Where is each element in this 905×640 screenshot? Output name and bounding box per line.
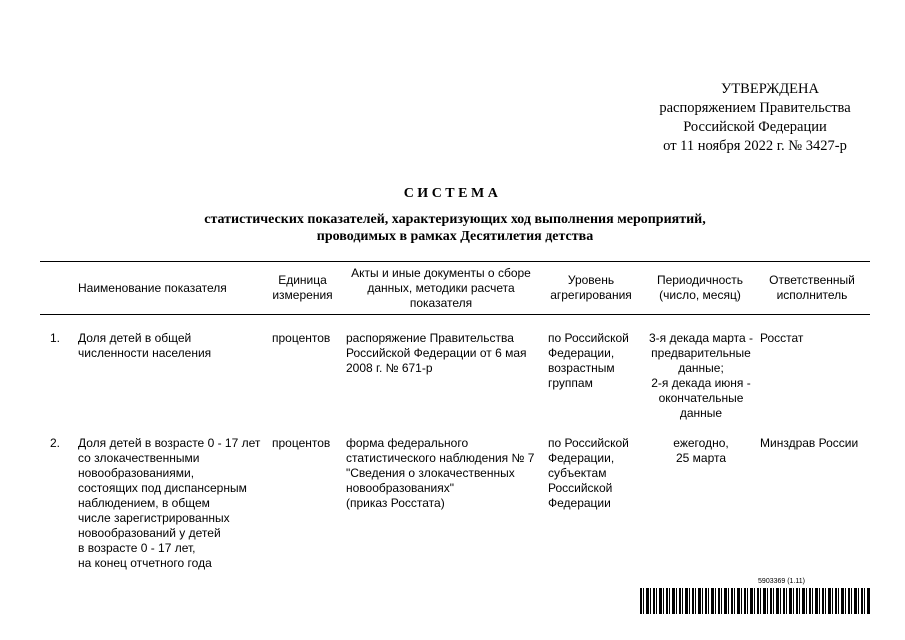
indicator-executor: Минздрав России [760, 436, 859, 450]
indicator-name: Доля детей в возрасте 0 - 17 лет со злокачественными новообразованиями, состоящих под диспансерным наблюдением, в общем числе зарегистрированных новообразований у детей в возрасте 0 - 17 лет, на конец отчетного года [78, 436, 261, 570]
approval-date: от 11 ноября 2022 г. № 3427-р [663, 138, 847, 154]
table-header [40, 262, 870, 315]
indicator-name: Доля детей в общей численности населения [78, 331, 212, 360]
barcode-icon [640, 588, 870, 614]
indicator-level: по Российской Федерации, возрастным группам [548, 331, 629, 390]
indicator-acts: форма федерального статистического наблюдения № 7 "Сведения о злокачественных новообразованиях" (приказ Росстата) [346, 436, 535, 510]
subtitle-line: проводимых в рамках Десятилетия детства [316, 229, 594, 244]
table-row [40, 436, 870, 576]
header-unit: Единица измерения [272, 273, 333, 302]
indicator-unit: процентов [272, 331, 331, 345]
indicator-acts: распоряжение Правительства Российской Федерации от 6 мая 2008 г. № 671-р [346, 331, 527, 375]
approval-block [640, 80, 870, 156]
header-indicator-name: Наименование показателя [78, 280, 227, 295]
approval-line: распоряжением Правительства [659, 100, 851, 116]
document-title: СИСТЕМА [403, 186, 502, 201]
subtitle-line: статистических показателей, характеризующих ход выполнения мероприятий, [204, 212, 706, 227]
barcode-number: 5903369 (1.11) [758, 578, 805, 585]
indicators-table [40, 261, 870, 576]
indicator-periodicity: 3-я декада марта - предварительные данные; 2-я декада июня - окончательные данные [648, 331, 754, 420]
approval-line: Российской Федерации [683, 119, 827, 135]
document-subtitle [40, 211, 870, 245]
header-level: Уровень агрегирования [550, 273, 632, 302]
header-executor: Ответственный исполнитель [769, 273, 855, 302]
header-periodicity: Периодичность (число, месяц) [656, 273, 744, 302]
indicator-unit: процентов [272, 436, 331, 450]
table-row [40, 331, 870, 436]
indicator-executor: Росстат [760, 331, 804, 345]
indicator-level: по Российской Федерации, субъектам Российской Федерации [548, 436, 629, 510]
header-acts: Акты и иные документы о сборе данных, методики расчета показателя [351, 265, 531, 310]
approval-title: УТВЕРЖДЕНА [721, 81, 819, 97]
indicator-periodicity: ежегодно, 25 марта [673, 436, 729, 465]
row-number: 2. [50, 436, 61, 450]
document-barcode [640, 578, 870, 614]
row-number: 1. [50, 331, 61, 345]
